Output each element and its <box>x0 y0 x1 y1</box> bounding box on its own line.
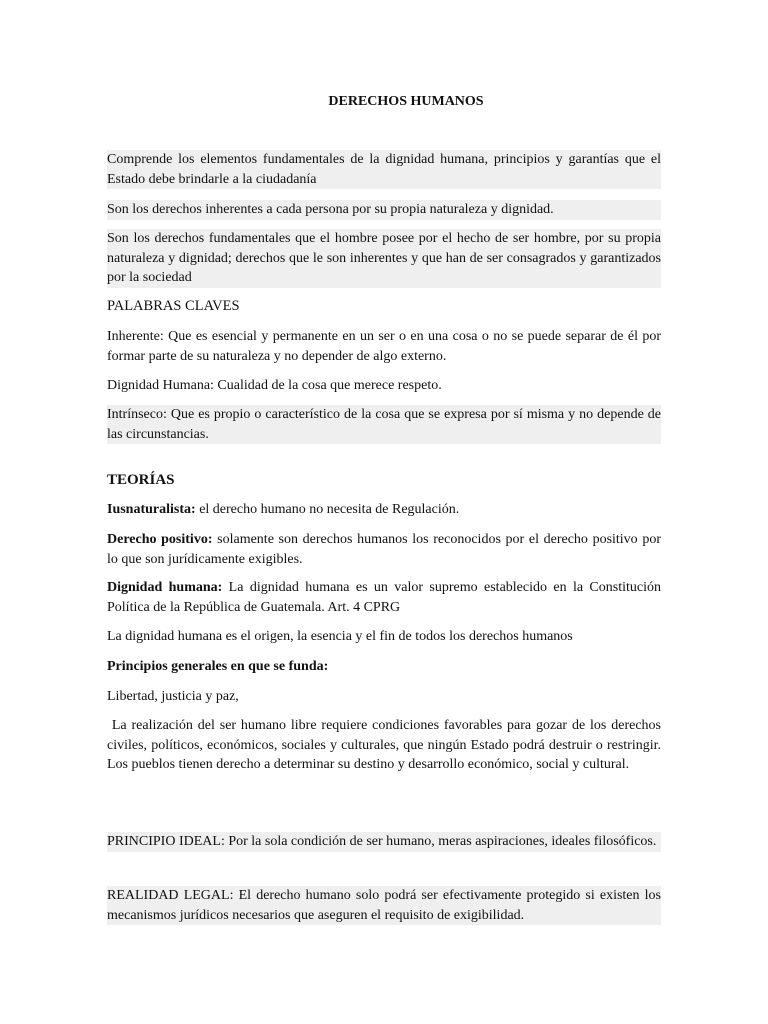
theory-dignidad-humana <box>107 578 661 617</box>
document-title: DERECHOS HUMANOS <box>328 94 484 109</box>
teorias-heading: TEORÍAS <box>107 472 175 488</box>
theory-iusnaturalista-text: el derecho humano no necesita de Regulación. <box>195 502 460 517</box>
theory-iusnaturalista-label: Iusnaturalista: <box>107 502 196 517</box>
dignidad-origen-paragraph: La dignidad humana es el origen, la esencia y el fin de todos los derechos humanos <box>107 629 573 644</box>
theory-derecho-positivo-label: Derecho positivo: <box>107 532 213 547</box>
theory-dignidad-humana-text: La dignidad humana es un valor supremo establecido en la Constitución Política de la República de Guatemala. Art. 4 CPRG <box>107 580 661 615</box>
keyword-dignidad-humana: Dignidad Humana: Cualidad de la cosa que merece respeto. <box>107 378 442 393</box>
keyword-intrinseco: Intrínseco: Que es propio o característico de la cosa que se expresa por sí misma y no depende de las circunstancias. <box>107 405 661 444</box>
keywords-heading: PALABRAS CLAVES <box>107 298 240 314</box>
theory-dignidad-humana-label: Dignidad humana: <box>107 580 223 595</box>
definition-paragraph-3: Son los derechos fundamentales que el hombre posee por el hecho de ser hombre, por su propia naturaleza y dignidad; derechos que le son inherentes y que han de ser consagrados y garantizados por la sociedad <box>107 229 661 288</box>
definition-paragraph-2: Son los derechos inherentes a cada persona por su propia naturaleza y dignidad. <box>107 200 661 220</box>
definition-paragraph-1: Comprende los elementos fundamentales de la dignidad humana, principios y garantías que el Estado debe brindarle a la ciudadanía <box>107 150 661 189</box>
theory-derecho-positivo <box>107 530 661 569</box>
principios-libertad: Libertad, justicia y paz, <box>107 689 239 704</box>
keyword-inherente: Inherente: Que es esencial y permanente en un ser o en una cosa o no se puede separar de él por formar parte de su naturaleza y no depender de algo externo. <box>107 329 661 364</box>
realizacion-paragraph: La realización del ser humano libre requiere condiciones favorables para gozar de los derechos civiles, políticos, económicos, sociales y culturales, que ningún Estado podrá destruir o restringir. Los pueblos tienen derecho a determinar su destino y desarrollo económico, social y cultural. <box>107 718 665 772</box>
theory-iusnaturalista <box>107 500 661 520</box>
principios-heading: Principios generales en que se funda: <box>107 659 329 674</box>
realidad-legal-paragraph: REALIDAD LEGAL: El derecho humano solo podrá ser efectivamente protegido si existen los mecanismos jurídicos necesarios que aseguren el requisito de exigibilidad. <box>107 886 661 925</box>
theory-derecho-positivo-text: solamente son derechos humanos los reconocidos por el derecho positivo por lo que son jurídicamente exigibles. <box>107 532 662 567</box>
principio-ideal-paragraph: PRINCIPIO IDEAL: Por la sola condición de ser humano, meras aspiraciones, ideales filosóficos. <box>107 832 661 852</box>
